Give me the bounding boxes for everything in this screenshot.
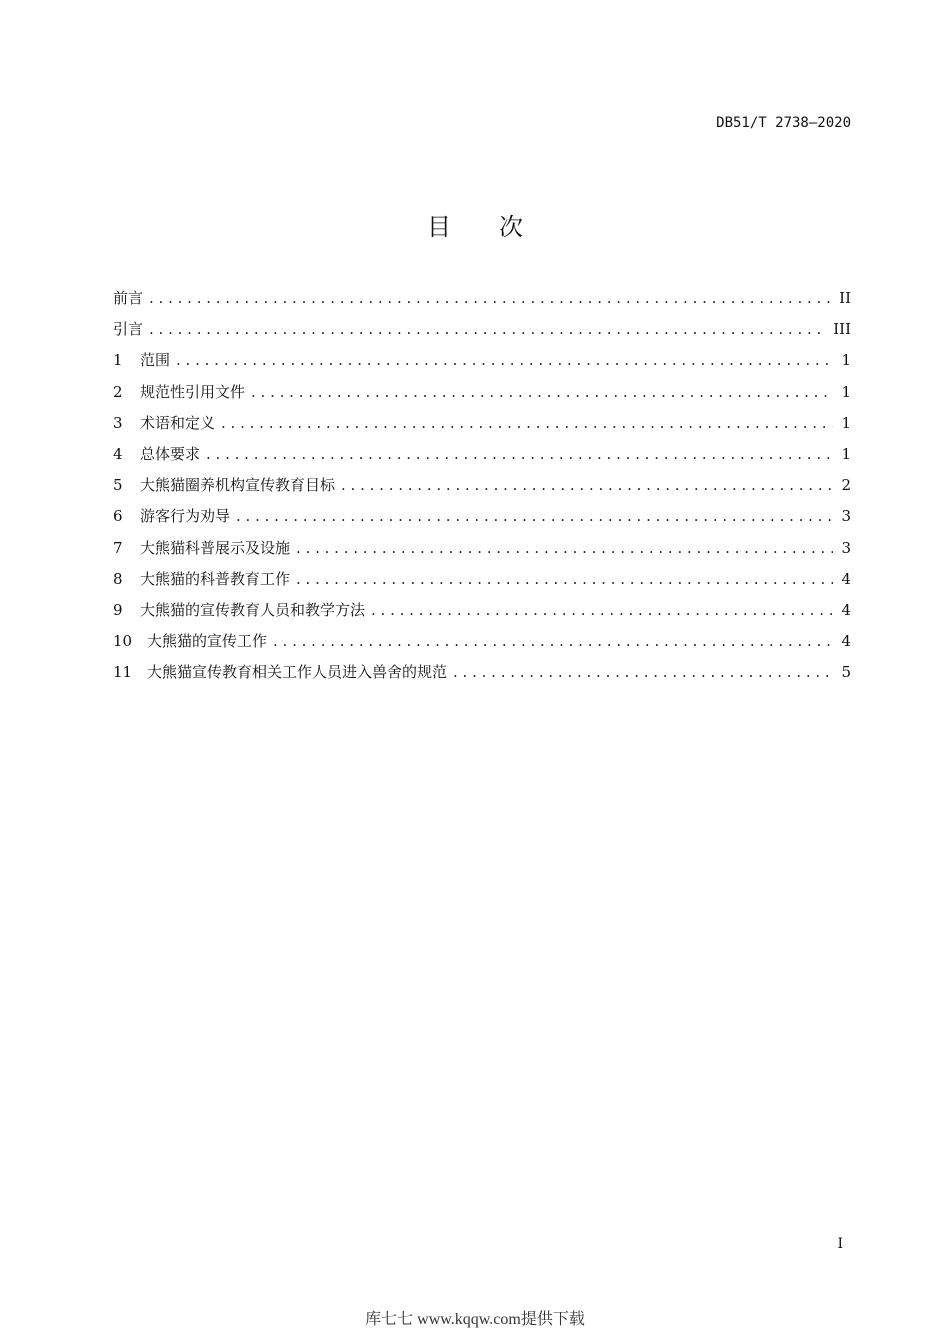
toc-entry-label: 大熊猫的科普教育工作 bbox=[140, 569, 291, 588]
toc-entry[interactable] bbox=[113, 599, 851, 630]
toc-entry-number: 8 bbox=[113, 569, 123, 588]
toc-entry-label: 总体要求 bbox=[140, 444, 201, 463]
toc-entry-page: 4 bbox=[841, 600, 851, 619]
toc-entry-number: 6 bbox=[113, 507, 123, 526]
toc-entry-number: 7 bbox=[113, 538, 123, 557]
footer-watermark: 库七七 www.kqqw.com提供下载 bbox=[365, 1311, 585, 1328]
dot-leader bbox=[236, 507, 833, 525]
toc-entry[interactable] bbox=[113, 630, 851, 661]
toc-entry[interactable] bbox=[113, 349, 851, 380]
toc-entry-label: 大熊猫的宣传教育人员和教学方法 bbox=[140, 600, 366, 619]
toc-entry-number: 2 bbox=[113, 382, 123, 401]
toc-entry-label: 大熊猫科普展示及设施 bbox=[140, 538, 291, 557]
page-number: I bbox=[837, 1236, 843, 1252]
toc-entry[interactable] bbox=[113, 287, 851, 318]
toc-entry-number: 10 bbox=[113, 632, 133, 651]
toc-entry-page: II bbox=[839, 289, 851, 307]
dot-leader bbox=[149, 289, 831, 307]
dot-leader bbox=[221, 414, 833, 432]
toc-entry-label: 前言 bbox=[113, 289, 144, 307]
document-id: DB51/T 2738—2020 bbox=[716, 115, 851, 131]
toc-entry[interactable] bbox=[113, 661, 851, 692]
toc-entry-number: 11 bbox=[113, 663, 133, 682]
toc-entry[interactable] bbox=[113, 443, 851, 474]
dot-leader bbox=[296, 570, 833, 588]
toc-entry-label: 大熊猫的宣传工作 bbox=[147, 632, 268, 651]
toc-entry-number: 4 bbox=[113, 444, 123, 463]
toc-entry-number: 9 bbox=[113, 600, 123, 619]
toc-entry-page: 1 bbox=[841, 351, 851, 370]
toc-entry-page: 1 bbox=[841, 382, 851, 401]
toc-entry-page: 5 bbox=[841, 663, 851, 682]
dot-leader bbox=[206, 445, 833, 463]
toc-entry[interactable] bbox=[113, 537, 851, 568]
toc-entry-label: 大熊猫宣传教育相关工作人员进入兽舍的规范 bbox=[147, 663, 448, 682]
table-of-contents bbox=[113, 287, 851, 692]
toc-entry-page: III bbox=[833, 320, 851, 339]
dot-leader bbox=[273, 632, 833, 650]
toc-entry-label: 引言 bbox=[113, 320, 144, 339]
toc-entry-page: 4 bbox=[841, 632, 851, 651]
toc-entry[interactable] bbox=[113, 505, 851, 536]
toc-entry[interactable] bbox=[113, 412, 851, 443]
dot-leader bbox=[176, 351, 833, 369]
toc-entry-page: 3 bbox=[841, 507, 851, 526]
toc-entry-page: 3 bbox=[841, 538, 851, 557]
dot-leader bbox=[341, 476, 833, 494]
dot-leader bbox=[453, 663, 833, 681]
toc-entry-label: 术语和定义 bbox=[140, 413, 216, 432]
toc-entry-label: 范围 bbox=[140, 351, 171, 370]
toc-entry-label: 规范性引用文件 bbox=[140, 382, 246, 401]
toc-entry[interactable] bbox=[113, 381, 851, 412]
toc-entry-label: 游客行为劝导 bbox=[140, 507, 231, 526]
toc-entry-number: 1 bbox=[113, 351, 123, 370]
dot-leader bbox=[149, 320, 825, 338]
toc-entry-page: 1 bbox=[841, 444, 851, 463]
toc-entry[interactable] bbox=[113, 318, 851, 349]
toc-entry-number: 5 bbox=[113, 476, 123, 495]
toc-entry[interactable] bbox=[113, 474, 851, 505]
toc-entry-page: 2 bbox=[841, 476, 851, 495]
toc-entry-number: 3 bbox=[113, 413, 123, 432]
toc-entry-page: 1 bbox=[841, 413, 851, 432]
dot-leader bbox=[296, 539, 833, 557]
toc-entry-page: 4 bbox=[841, 569, 851, 588]
dot-leader bbox=[371, 601, 833, 619]
toc-entry[interactable] bbox=[113, 568, 851, 599]
dot-leader bbox=[251, 383, 833, 401]
page-title: 目次 bbox=[427, 213, 571, 241]
toc-entry-label: 大熊猫圈养机构宣传教育目标 bbox=[140, 476, 336, 495]
